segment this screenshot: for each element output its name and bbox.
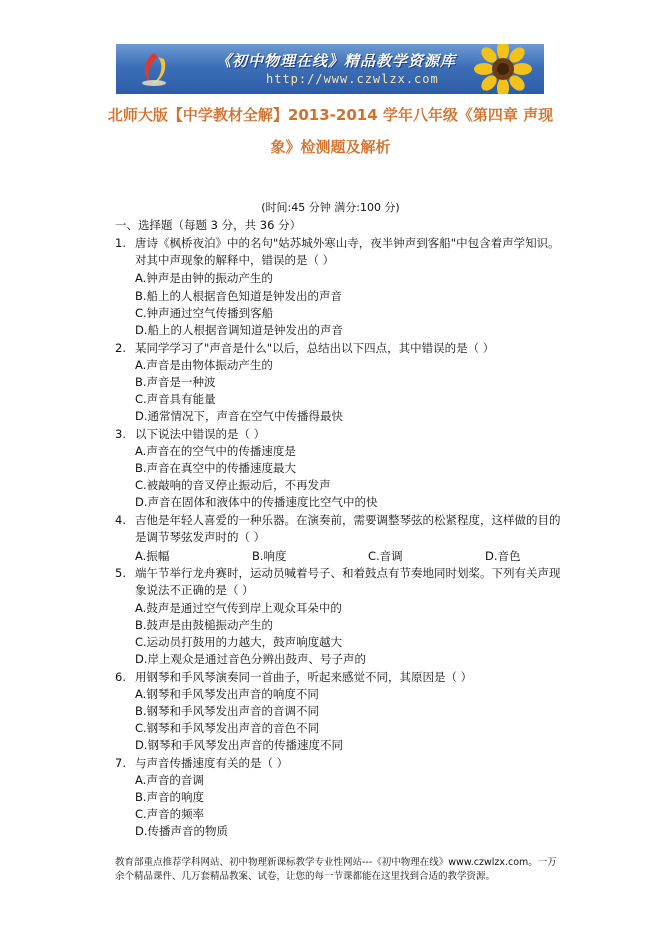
question-stem-line: 与声音传播速度有关的是（ ）	[135, 756, 289, 770]
page-footer	[115, 856, 565, 884]
option-text: C.声音具有能量	[135, 392, 216, 406]
question-stem-line: 吉他是年轻人喜爱的一种乐器。在演奏前，需要调整琴弦的松紧程度，这样做的目的	[135, 513, 561, 527]
question-stem-line: 端午节举行龙舟赛时，运动员喊着号子、和着鼓点有节奏地同时划桨。下列有关声现	[135, 566, 561, 580]
question-stem	[135, 512, 575, 546]
option-text: B.钢琴和手风琴发出声音的音调不同	[135, 704, 320, 718]
option-text: D.传播声音的物质	[135, 824, 229, 838]
footer-line: 余个精品课件、几万套精品教案、试卷，让您的每一节课都能在这里找到合适的教学资源。	[115, 871, 496, 882]
question-stem-line: 某同学学习了"声音是什么"以后，总结出以下四点，其中错误的是（ ）	[135, 341, 495, 355]
option-text: A.声音在的空气中的传播速度是	[135, 444, 296, 458]
question-stem	[135, 565, 575, 599]
document-title-line-2: 象》检测题及解析	[270, 138, 391, 156]
option-text: D.声音在固体和液体中的传播速度比空气中的快	[135, 495, 378, 509]
question-stem	[135, 235, 575, 269]
option-text: B.鼓声是由鼓槌振动产生的	[135, 618, 274, 632]
question-number: 6.	[115, 670, 126, 684]
option-text: D.船上的人根据音调知道是钟发出的声音	[135, 323, 344, 337]
exam-meta: (时间:45 分钟 满分:100 分)	[261, 201, 400, 214]
question-number: 5.	[115, 566, 126, 580]
option-text: C.音调	[368, 549, 403, 563]
option-text: B.响度	[252, 549, 287, 563]
banner-title: 《初中物理在线》精品教学资源库	[216, 52, 457, 70]
option-text: A.鼓声是通过空气传到岸上观众耳朵中的	[135, 601, 342, 615]
option-text: D.通常情况下，声音在空气中传播得最快	[135, 409, 344, 423]
option-text: B.声音在真空中的传播速度最大	[135, 461, 297, 475]
document-title-line-1: 北师大版【中学教材全解】2013-2014 学年八年级《第四章 声现	[107, 106, 554, 124]
option-text: A.振幅	[135, 549, 170, 563]
question-number: 1.	[115, 236, 126, 250]
question-number: 7.	[115, 756, 126, 770]
option-text: A.钢琴和手风琴发出声音的响度不同	[135, 687, 319, 701]
option-text: A.钟声是由钟的振动产生的	[135, 271, 273, 285]
question-number: 3.	[115, 427, 126, 441]
option-text: B.声音的响度	[135, 790, 205, 804]
option-text: D.钢琴和手风琴发出声音的传播速度不同	[135, 738, 344, 752]
question-number: 4.	[115, 513, 126, 527]
option-text: C.钢琴和手风琴发出声音的音色不同	[135, 721, 320, 735]
question-stem-line: 是调节琴弦发声时的（ ）	[135, 530, 266, 544]
option-text: D.音色	[485, 549, 521, 563]
question-stem-line: 用钢琴和手风琴演奏同一首曲子，听起来感觉不同，其原因是（ ）	[135, 670, 473, 684]
option-text: C.运动员打鼓用的力越大，鼓声响度越大	[135, 635, 343, 649]
option-text: A.声音是由物体振动产生的	[135, 358, 273, 372]
question-stem-line: 唐诗《枫桥夜泊》中的名句"姑苏城外寒山寺，夜半钟声到客船"中包含着声学知识。	[135, 236, 560, 250]
option-text: C.钟声通过空气传播到客船	[135, 306, 274, 320]
question-stem-line: 象说法不正确的是（ ）	[135, 583, 254, 597]
option-text: A.声音的音调	[135, 773, 204, 787]
question-stem	[135, 340, 575, 357]
option-text: C.声音的频率	[135, 807, 205, 821]
option-text: B.声音是一种波	[135, 375, 216, 389]
sunflower-icon	[468, 44, 538, 94]
option-text: B.船上的人根据音色知道是钟发出的声音	[135, 289, 343, 303]
question-stem	[135, 426, 575, 443]
question-number: 2.	[115, 341, 126, 355]
footer-line: 教育部重点推荐学科网站、初中物理新课标教学专业性网站---《初中物理在线》www.czwlzx.com。一万	[115, 857, 557, 868]
header-banner	[116, 44, 544, 94]
option-text: C.被敲响的音叉停止振动后，不再发声	[135, 478, 331, 492]
site-logo-icon	[134, 49, 174, 89]
option-text: D.岸上观众是通过音色分辨出鼓声、号子声的	[135, 652, 367, 666]
question-stem-line: 对其中声现象的解释中，错误的是（ ）	[135, 253, 335, 267]
question-stem	[135, 755, 575, 772]
question-stem-line: 以下说法中错误的是（ ）	[135, 427, 266, 441]
section-heading: 一、选择题（每题 3 分，共 36 分）	[115, 218, 302, 232]
question-stem	[135, 669, 575, 686]
banner-url[interactable]: http://www.czwlzx.com	[266, 72, 439, 86]
